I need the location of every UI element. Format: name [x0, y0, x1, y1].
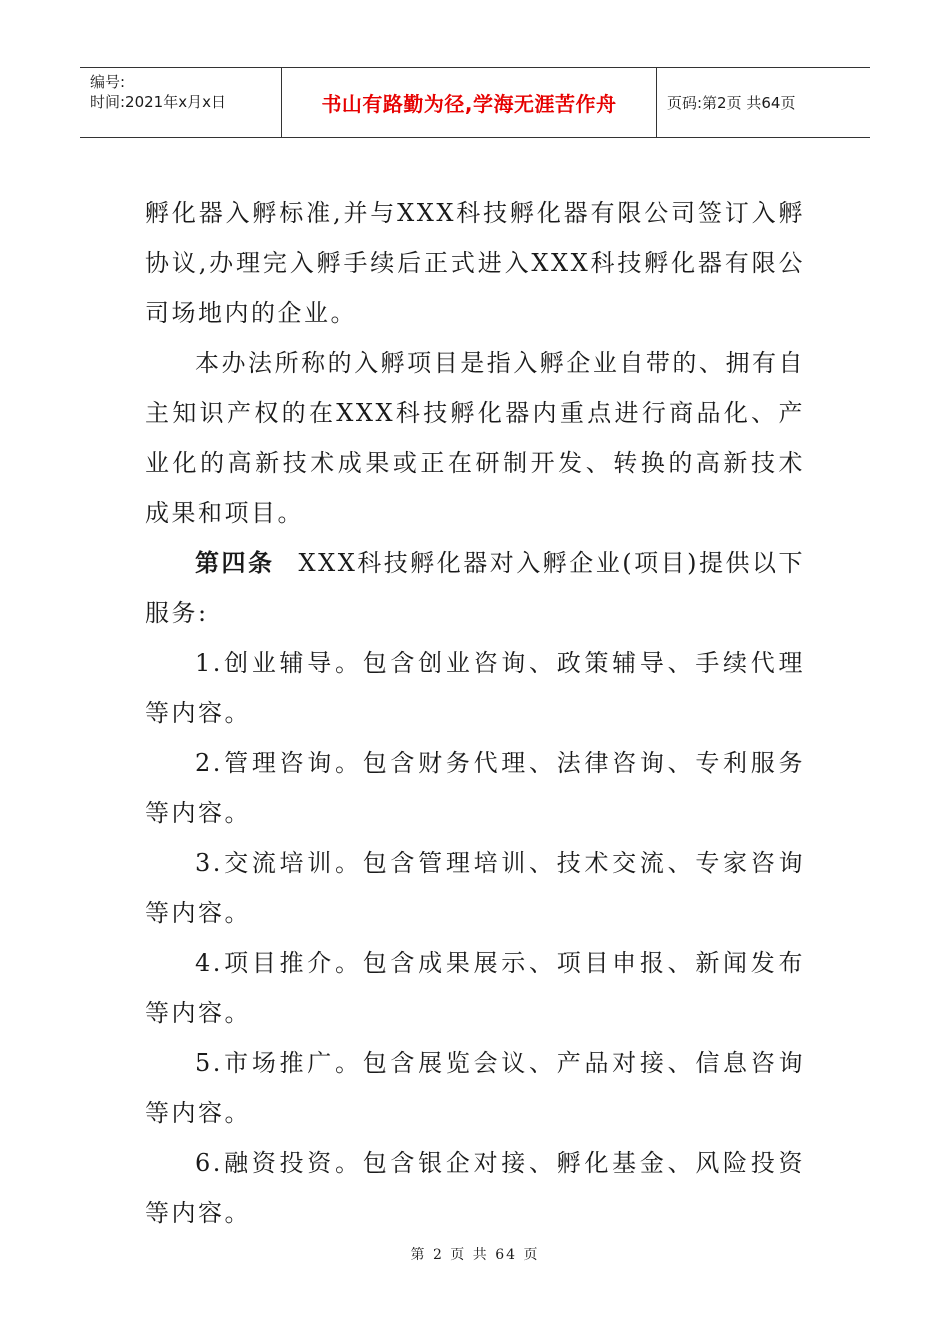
service-item: 4.项目推介。包含成果展示、项目申报、新闻发布等内容。: [145, 949, 805, 1027]
service-item: 3.交流培训。包含管理培训、技术交流、专家咨询等内容。: [145, 849, 805, 927]
document-time-label: 时间:2021年x月x日: [90, 93, 226, 111]
header-page-info: 页码:第2页 共64页: [667, 94, 796, 112]
document-body: [145, 188, 805, 1238]
paragraph-incubation-project: 本办法所称的入孵项目是指入孵企业自带的、拥有自主知识产权的在XXX科技孵化器内重点进行商品化、产业化的高新技术成果或正在研制开发、转换的高新技术成果和项目。: [145, 349, 805, 527]
article-four-title: 第四条: [195, 548, 275, 577]
article-four: [145, 538, 805, 638]
service-item: 5.市场推广。包含展览会议、产品对接、信息咨询等内容。: [145, 1049, 805, 1127]
header-motto: 书山有路勤为径,学海无涯苦作舟: [282, 68, 657, 137]
document-number-label: 编号:: [90, 73, 126, 91]
service-item: 6.融资投资。包含银企对接、孵化基金、风险投资等内容。: [145, 1149, 805, 1227]
page-footer: 第 2 页 共 64 页: [410, 1247, 540, 1263]
article-four-text: XXX科技孵化器对入孵企业(项目)提供以下服务:: [145, 549, 806, 627]
page-header: [80, 67, 870, 138]
header-meta: [80, 68, 282, 137]
paragraph-incubation-standard: 孵化器入孵标准,并与XXX科技孵化器有限公司签订入孵协议,办理完入孵手续后正式进入XXX科技孵化器有限公司场地内的企业。: [145, 199, 805, 327]
service-item: 1.创业辅导。包含创业咨询、政策辅导、手续代理等内容。: [145, 649, 805, 727]
service-item: 2.管理咨询。包含财务代理、法律咨询、专利服务等内容。: [145, 749, 805, 827]
